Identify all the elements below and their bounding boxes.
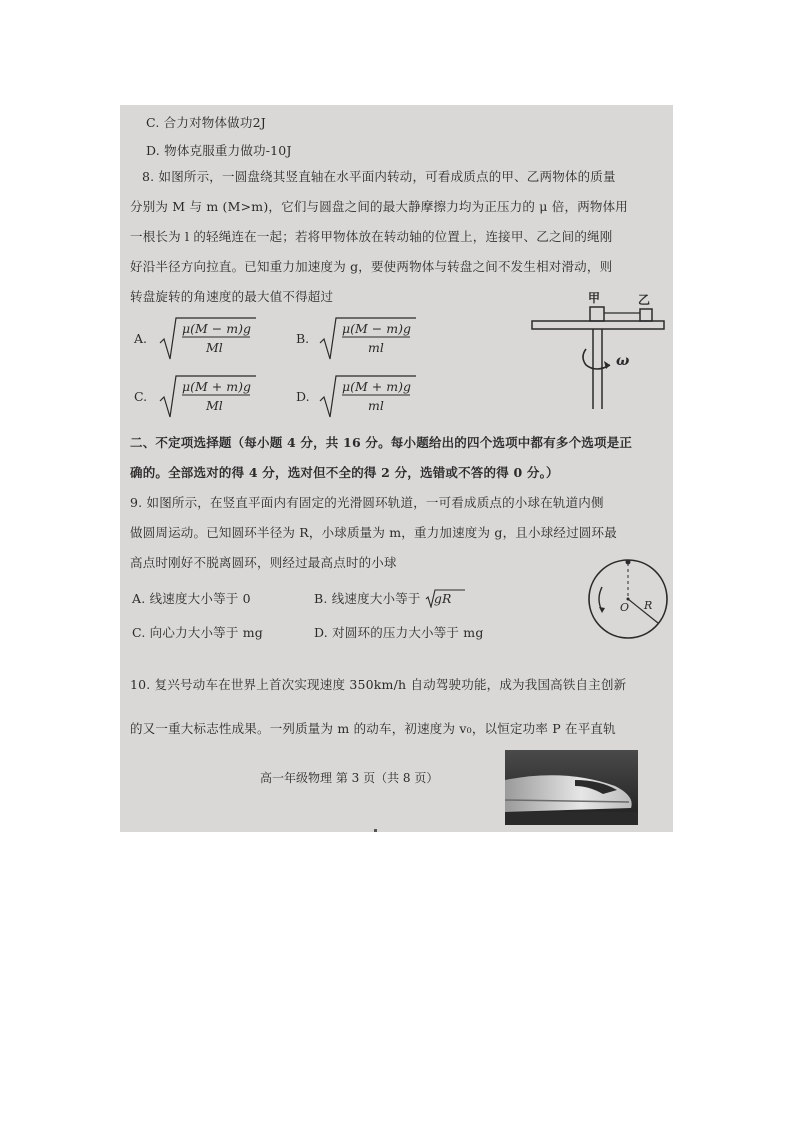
- q9-option-a: A. 线速度大小等于 0: [132, 591, 251, 606]
- scanned-page: [120, 105, 673, 832]
- bullet-train-image: [505, 750, 638, 825]
- q9-option-c: C. 向心力大小等于 mg: [132, 625, 263, 640]
- denominator: ml: [368, 398, 384, 413]
- turntable-diagram: [530, 287, 666, 411]
- circle-track-diagram: [586, 557, 670, 641]
- numerator: μ(M + m)g: [182, 379, 251, 394]
- page-footer: 高一年级物理 第 3 页（共 8 页）: [260, 771, 439, 785]
- q10-text-line2: 的又一重大标志性成果。一列质量为 m 的动车，初速度为 v₀，以恒定功率 P 在平直轨: [130, 721, 616, 736]
- q8-option-c-formula: [158, 373, 258, 419]
- section2-heading-line1: 二、不定项选择题（每小题 4 分，共 16 分。每小题给出的四个选项中都有多个选项是正: [130, 435, 633, 450]
- q8-text-line1: 8. 如图所示，一圆盘绕其竖直轴在水平面内转动，可看成质点的甲、乙两物体的质量: [142, 169, 616, 184]
- numerator: μ(M + m)g: [342, 379, 411, 394]
- train-photo: [505, 750, 638, 825]
- numerator: μ(M − m)g: [342, 321, 411, 336]
- q9-option-d: D. 对圆环的压力大小等于 mg: [314, 625, 484, 640]
- scan-speck: [374, 829, 377, 832]
- sqrt-symbol: [425, 588, 465, 608]
- option-c-prev: C. 合力对物体做功2J: [146, 115, 266, 130]
- q8-option-b-formula: [318, 315, 418, 361]
- q10-text-line1: 10. 复兴号动车在世界上首次实现速度 350km/h 自动驾驶功能，成为我国高铁自主创新: [130, 677, 627, 692]
- q9-text-line3: 高点时刚好不脱离圆环，则经过最高点时的小球: [130, 555, 397, 570]
- q9-option-b-root: [425, 591, 452, 606]
- q8-text-line2: 分别为 M 与 m (M>m)，它们与圆盘之间的最大静摩擦力均为正压力的 μ 倍，两物体用: [130, 199, 628, 214]
- q9-option-b: [314, 589, 452, 607]
- q8-option-d-label: D.: [296, 389, 310, 404]
- denominator: Ml: [206, 398, 223, 413]
- label-yi: 乙: [638, 293, 651, 307]
- denominator: ml: [368, 340, 384, 355]
- denominator: Ml: [206, 340, 223, 355]
- label-omega: ω: [616, 353, 630, 369]
- label-radius-r: R: [644, 599, 653, 612]
- q9-option-b-text: B. 线速度大小等于: [314, 591, 425, 606]
- q9-text-line2: 做圆周运动。已知圆环半径为 R，小球质量为 m，重力加速度为 g，且小球经过圆环最: [130, 525, 617, 540]
- circle-track-drawing: [586, 557, 670, 641]
- section2-heading-line2: 确的。全部选对的得 4 分，选对但不全的得 2 分，选错或不答的得 0 分。）: [130, 465, 559, 480]
- q8-option-d-formula: [318, 373, 418, 419]
- option-d-prev: D. 物体克服重力做功-10J: [146, 143, 292, 158]
- label-center-o: O: [620, 601, 630, 614]
- numerator: μ(M − m)g: [182, 321, 251, 336]
- q8-text-line3: 一根长为 l 的轻绳连在一起；若将甲物体放在转动轴的位置上，连接甲、乙之间的绳刚: [130, 229, 613, 244]
- q9-text-line1: 9. 如图所示，在竖直平面内有固定的光滑圆环轨道，一可看成质点的小球在轨道内侧: [130, 495, 604, 510]
- q8-text-line4: 好沿半径方向拉直。已知重力加速度为 g，要使两物体与转盘之间不发生相对滑动，则: [130, 259, 613, 274]
- q8-option-a-formula: [158, 315, 258, 361]
- radicand: gR: [433, 591, 452, 606]
- q8-option-a-label: A.: [134, 331, 148, 346]
- q8-option-b-label: B.: [296, 331, 310, 346]
- label-jia: 甲: [588, 291, 601, 305]
- q8-text-line5: 转盘旋转的角速度的最大值不得超过: [130, 289, 334, 304]
- q8-option-c-label: C.: [134, 389, 148, 404]
